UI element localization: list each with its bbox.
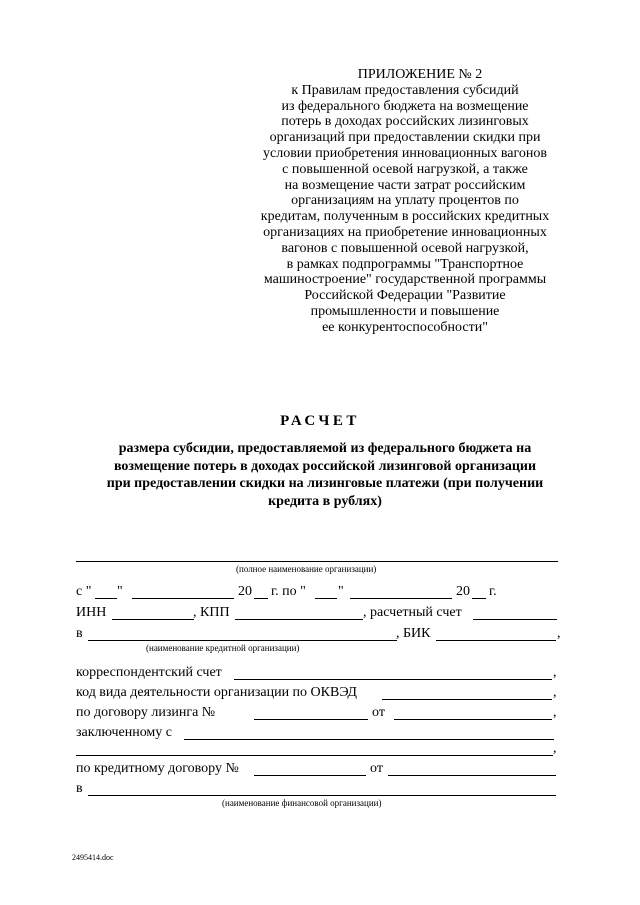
credit-date-label: от — [370, 761, 383, 776]
document-title: РАСЧЕТ — [280, 413, 360, 429]
period-from-year-line[interactable] — [254, 598, 268, 599]
account-line[interactable] — [473, 619, 557, 620]
appendix-line: вагонов с повышенной осевой нагрузкой, — [281, 240, 529, 256]
account-label: , расчетный счет — [363, 605, 462, 620]
fin-org-caption: (наименование финансовой организации) — [222, 798, 382, 808]
period-from-day-line[interactable] — [95, 598, 117, 599]
appendix-line: с повышенной осевой нагрузкой, а также — [282, 161, 528, 177]
period-to-day-line[interactable] — [315, 598, 337, 599]
corr-account-label: корреспондентский счет — [76, 665, 222, 680]
subtitle-line: при предоставлении скидки на лизинговые платежи (при получении — [106, 476, 544, 491]
appendix-line: к Правилам предоставления субсидий — [291, 82, 519, 98]
fin-org-in-label: в — [76, 781, 83, 796]
appendix-line: из федерального бюджета на возмещение — [281, 98, 529, 114]
appendix-line: промышленности и повышение — [310, 303, 500, 319]
appendix-line: ПРИЛОЖЕНИЕ № 2 — [357, 67, 483, 82]
appendix-line: организациях на приобретение инновационных — [263, 224, 547, 240]
corr-account-comma: , — [553, 665, 557, 680]
bank-in-label: в — [76, 626, 83, 641]
credit-date-line[interactable] — [388, 775, 556, 776]
kpp-line[interactable] — [235, 619, 363, 620]
period-to-label: г. по " — [271, 584, 306, 599]
okved-line[interactable] — [382, 699, 552, 700]
document-subtitle — [80, 440, 570, 510]
subtitle-line: размера субсидии, предоставляемой из федерального бюджета на — [118, 441, 532, 456]
period-year-prefix: 20 — [238, 584, 252, 599]
appendix-line: условии приобретения инновационных вагонов — [263, 145, 547, 161]
credit-contract-number-line[interactable] — [254, 775, 366, 776]
period-from-month-line[interactable] — [132, 598, 234, 599]
concluded-with-line[interactable] — [184, 739, 554, 740]
leasing-date-line[interactable] — [394, 719, 552, 720]
document-file-id: 2495414.doc — [72, 853, 114, 862]
concluded-with-line-2[interactable] — [76, 755, 553, 756]
subtitle-line: возмещение потерь в доходах российской лизинговой организации — [113, 458, 537, 474]
period-from-label: с " — [76, 584, 92, 599]
leasing-contract-label: по договору лизинга № — [76, 705, 216, 720]
appendix-line: потерь в доходах российских лизинговых — [281, 114, 529, 130]
concluded-with-comma: , — [553, 741, 557, 756]
appendix-line: на возмещение части затрат российским — [284, 177, 526, 193]
subtitle-line: кредита в рублях) — [268, 493, 382, 509]
appendix-line: в рамках подпрограммы "Транспортное — [286, 256, 524, 272]
credit-contract-label: по кредитному договору № — [76, 761, 239, 776]
appendix-line: кредитам, полученным в российских кредитных — [260, 209, 550, 225]
bik-line[interactable] — [436, 640, 556, 641]
okved-label: код вида деятельности организации по ОКВЭД — [76, 685, 357, 700]
bik-comma: , — [557, 626, 561, 641]
bik-label: , БИК — [396, 626, 431, 641]
bank-name-caption: (наименование кредитной организации) — [146, 643, 300, 653]
org-name-caption: (полное наименование организации) — [236, 564, 377, 574]
period-quote: " — [338, 584, 344, 599]
inn-label: ИНН — [76, 605, 107, 620]
leasing-contract-number-line[interactable] — [254, 719, 368, 720]
corr-account-line[interactable] — [234, 679, 552, 680]
appendix-line: Российской Федерации "Развитие — [304, 288, 506, 304]
appendix-header — [250, 67, 560, 336]
period-to-year-line[interactable] — [472, 598, 486, 599]
fin-org-line[interactable] — [88, 795, 556, 796]
appendix-line: машиностроение" государственной программы — [263, 272, 547, 288]
inn-line[interactable] — [112, 619, 194, 620]
bank-name-line[interactable] — [88, 640, 397, 641]
period-year-prefix: 20 — [456, 584, 470, 599]
leasing-comma: , — [553, 705, 557, 720]
appendix-line: ее конкурентоспособности" — [322, 319, 488, 335]
appendix-line: организациям на уплату процентов по — [291, 193, 519, 209]
org-name-line[interactable] — [76, 561, 558, 562]
appendix-line: организаций при предоставлении скидки при — [269, 130, 541, 146]
period-quote: " — [117, 584, 123, 599]
period-year-suffix: г. — [489, 584, 497, 599]
period-to-month-line[interactable] — [350, 598, 452, 599]
okved-comma: , — [553, 685, 557, 700]
concluded-with-label: заключенному с — [76, 725, 173, 740]
kpp-label: , КПП — [193, 605, 230, 620]
leasing-date-label: от — [372, 705, 385, 720]
